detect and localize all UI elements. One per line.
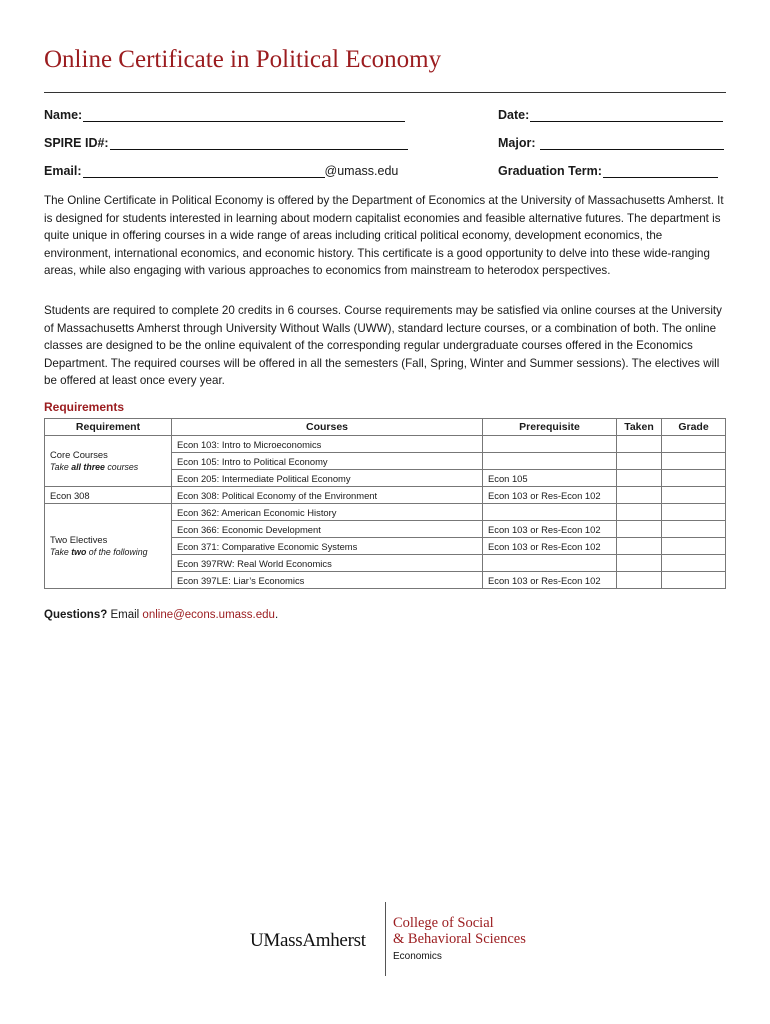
questions-lead: Questions? (44, 609, 108, 621)
grade-cell[interactable] (662, 572, 726, 589)
table-row (45, 504, 726, 521)
requirements-heading: Requirements (44, 400, 125, 414)
major-label: Major: (498, 136, 536, 150)
prereq-cell: Econ 105 (483, 470, 617, 487)
name-line[interactable] (83, 108, 405, 122)
department-name: Economics (393, 951, 442, 962)
spire-id-label: SPIRE ID#: (44, 136, 109, 150)
course-cell: Econ 103: Intro to Microeconomics (172, 436, 483, 453)
prereq-cell (483, 436, 617, 453)
date-line[interactable] (530, 108, 723, 122)
spire-id-line[interactable] (110, 136, 408, 150)
date-label: Date: (498, 108, 530, 122)
course-cell: Econ 205: Intermediate Political Economy (172, 470, 483, 487)
table-row (45, 436, 726, 453)
grade-cell[interactable] (662, 436, 726, 453)
title-divider (44, 92, 726, 93)
taken-cell[interactable] (617, 572, 662, 589)
header-requirement: Requirement (45, 419, 172, 436)
prereq-cell: Econ 103 or Res-Econ 102 (483, 487, 617, 504)
course-cell: Econ 362: American Economic History (172, 504, 483, 521)
grade-cell[interactable] (662, 470, 726, 487)
email-line[interactable] (83, 164, 325, 178)
email-suffix: @umass.edu (324, 164, 399, 178)
prereq-cell (483, 504, 617, 521)
grade-cell[interactable] (662, 538, 726, 555)
course-cell: Econ 397RW: Real World Economics (172, 555, 483, 572)
grade-cell[interactable] (662, 487, 726, 504)
header-courses: Courses (172, 419, 483, 436)
grade-cell[interactable] (662, 555, 726, 572)
header-taken: Taken (617, 419, 662, 436)
questions-end: . (274, 609, 279, 621)
spire-id-field[interactable] (44, 136, 408, 150)
requirements-table (44, 418, 726, 589)
umass-amherst-logo: UMassAmherst (250, 930, 366, 951)
prereq-cell (483, 453, 617, 470)
prereq-cell: Econ 103 or Res-Econ 102 (483, 572, 617, 589)
graduation-term-label: Graduation Term: (498, 164, 602, 178)
taken-cell[interactable] (617, 487, 662, 504)
major-field[interactable] (498, 136, 724, 150)
date-field[interactable] (498, 108, 723, 122)
taken-cell[interactable] (617, 436, 662, 453)
course-cell: Econ 371: Comparative Economic Systems (172, 538, 483, 555)
grade-cell[interactable] (662, 521, 726, 538)
course-cell: Econ 308: Political Economy of the Environment (172, 487, 483, 504)
requirements-paragraph: Students are required to complete 20 credits in 6 courses. Course requirements may be satisfied via online courses at the University of Massachusetts Amherst through University Without Walls (UWW), standard lecture courses, or a combination of both. The online classes are designed to be the online equivalent of the corresponding regular undergraduate courses offered in the Economics Department. The required courses will be offered in all the semesters (Fall, Spring, Winter and Summer sessions). The electives will be offered at least once every year. (44, 304, 722, 387)
table-header-row (45, 419, 726, 436)
graduation-term-line[interactable] (603, 164, 718, 178)
major-line[interactable] (540, 136, 724, 150)
course-cell: Econ 105: Intro to Political Economy (172, 453, 483, 470)
econ-308-requirement: Econ 308 (45, 487, 172, 504)
table-row (45, 487, 726, 504)
email-label: Email: (44, 164, 82, 178)
grade-cell[interactable] (662, 453, 726, 470)
prereq-cell (483, 555, 617, 572)
college-name: College of Social & Behavioral Sciences (393, 915, 526, 947)
prereq-cell: Econ 103 or Res-Econ 102 (483, 521, 617, 538)
questions-text: Email (107, 609, 143, 621)
header-prerequisite: Prerequisite (483, 419, 617, 436)
taken-cell[interactable] (617, 470, 662, 487)
course-cell: Econ 366: Economic Development (172, 521, 483, 538)
course-cell: Econ 397LE: Liar’s Economics (172, 572, 483, 589)
electives-requirement: Two Electives Take two of the following (45, 504, 172, 589)
taken-cell[interactable] (617, 453, 662, 470)
taken-cell[interactable] (617, 555, 662, 572)
page-title: Online Certificate in Political Economy (44, 46, 442, 73)
questions-line (44, 609, 278, 621)
taken-cell[interactable] (617, 504, 662, 521)
graduation-term-field[interactable] (498, 164, 718, 178)
grade-cell[interactable] (662, 504, 726, 521)
core-courses-requirement: Core Courses Take all three courses (45, 436, 172, 487)
taken-cell[interactable] (617, 538, 662, 555)
email-field[interactable] (44, 164, 398, 178)
name-label: Name: (44, 108, 83, 122)
name-field[interactable] (44, 108, 405, 122)
footer-divider (385, 902, 386, 976)
contact-email-link[interactable]: online@econs.umass.edu (142, 609, 275, 621)
header-grade: Grade (662, 419, 726, 436)
prereq-cell: Econ 103 or Res-Econ 102 (483, 538, 617, 555)
intro-paragraph: The Online Certificate in Political Economy is offered by the Department of Economics at the University of Massachusetts Amherst. It is designed for students interested in learning about modern capitalist economies and feasible alternative futures. The department is quite unique in offering courses in a wide range of areas including critical political economy, development economics, the environment, international economics, and economic history. This certificate is a good opportunity to delve into these wide-ranging areas, while also engaging with various approaches to economics from mainstream to heterodox perspectives. (44, 194, 724, 277)
taken-cell[interactable] (617, 521, 662, 538)
